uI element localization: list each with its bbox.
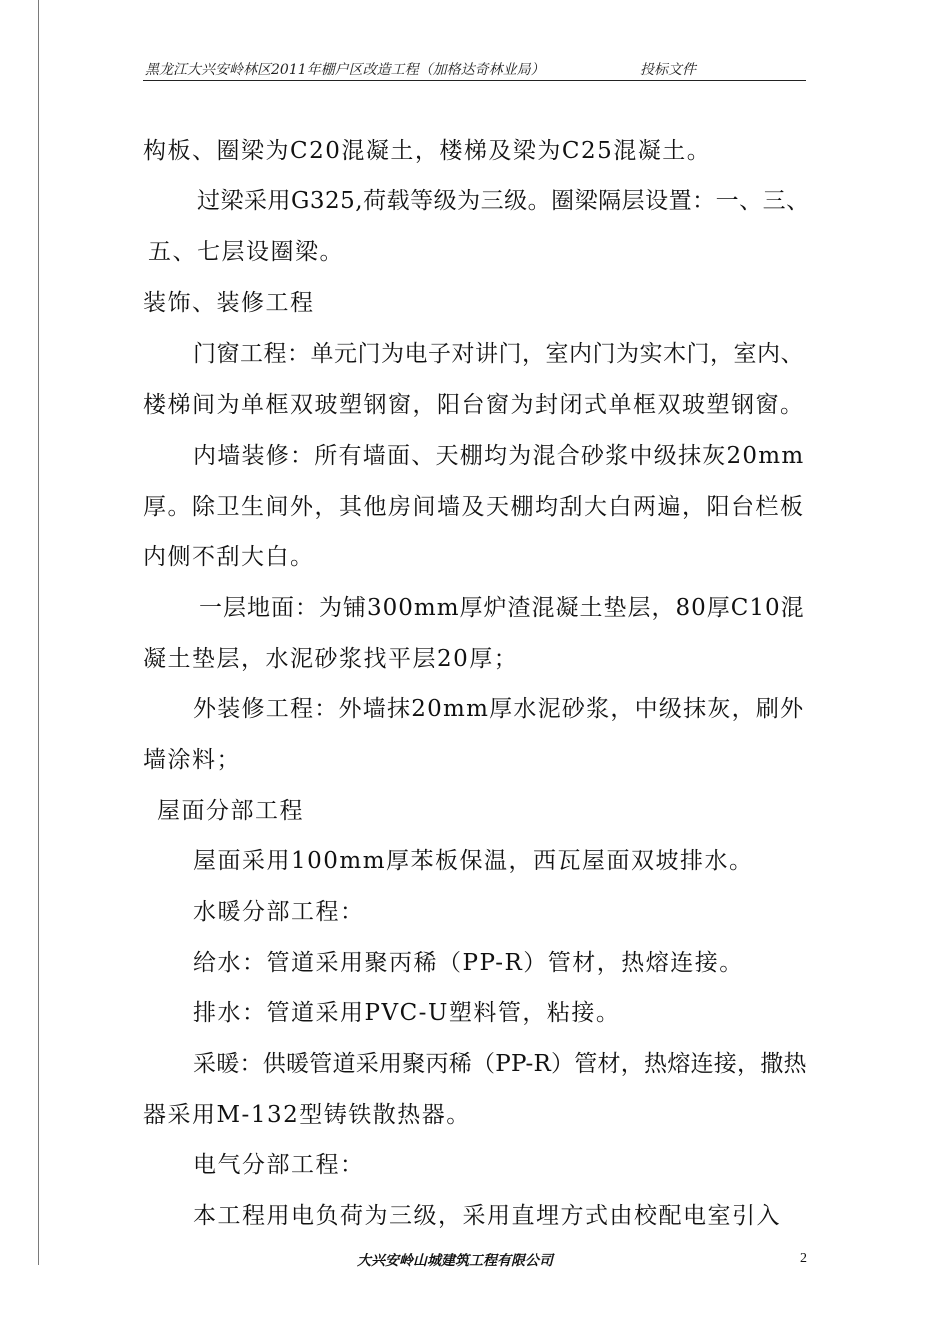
text-line: 构板、圈梁为C20混凝土，楼梯及梁为C25混凝土。 (143, 138, 712, 164)
text-line: 内侧不刮大白。 (143, 544, 315, 570)
page-header (143, 62, 806, 81)
text-line: 采暖：供暖管道采用聚丙稀（PP-R）管材，热熔连接，撒热 (193, 1051, 807, 1077)
text-line: 楼梯间为单框双玻塑钢窗，阳台窗为封闭式单框双玻塑钢窗。 (143, 392, 805, 418)
section-heading: 水暖分部工程： (193, 899, 365, 925)
section-heading: 电气分部工程： (193, 1152, 365, 1178)
margin-line (38, 0, 39, 1265)
text-line: 过梁采用G325,荷载等级为三级。圈梁隔层设置：一、三、 (197, 188, 810, 214)
text-line: 凝土垫层，水泥砂浆找平层20厚； (143, 646, 519, 672)
section-heading: 装饰、装修工程 (143, 290, 315, 316)
text-line: 厚。除卫生间外，其他房间墙及天棚均刮大白两遍，阳台栏板 (143, 494, 805, 520)
text-line: 内墙装修：所有墙面、天棚均为混合砂浆中级抹灰20mm (193, 443, 805, 469)
page-number: 2 (800, 1251, 807, 1266)
header-doc-type: 投标文件 (640, 62, 696, 78)
footer-company: 大兴安岭山城建筑工程有限公司 (357, 1253, 553, 1269)
text-line: 门窗工程：单元门为电子对讲门，室内门为实木门，室内、 (193, 341, 804, 367)
text-line: 器采用M-132型铸铁散热器。 (143, 1102, 471, 1128)
text-line: 屋面采用100mm厚苯板保温，西瓦屋面双坡排水。 (193, 848, 754, 874)
text-line: 本工程用电负荷为三级，采用直埋方式由校配电室引入 (193, 1203, 781, 1229)
text-line: 一层地面：为铺300mm厚炉渣混凝土垫层，80厚C10混 (199, 595, 805, 621)
text-line: 墙涂料； (143, 747, 241, 773)
text-line: 外装修工程：外墙抹20mm厚水泥砂浆，中级抹灰，刷外 (193, 696, 805, 722)
text-line: 五、七层设圈梁。 (148, 239, 344, 265)
text-line: 排水：管道采用PVC-U塑料管，粘接。 (193, 1000, 621, 1026)
header-project-title: 黑龙江大兴安岭林区2011年棚户区改造工程（加格达奇林业局） (145, 62, 545, 78)
text-line: 给水：管道采用聚丙稀（PP-R）管材，热熔连接。 (193, 950, 744, 976)
section-heading: 屋面分部工程 (157, 798, 304, 824)
page-footer (0, 1250, 950, 1270)
